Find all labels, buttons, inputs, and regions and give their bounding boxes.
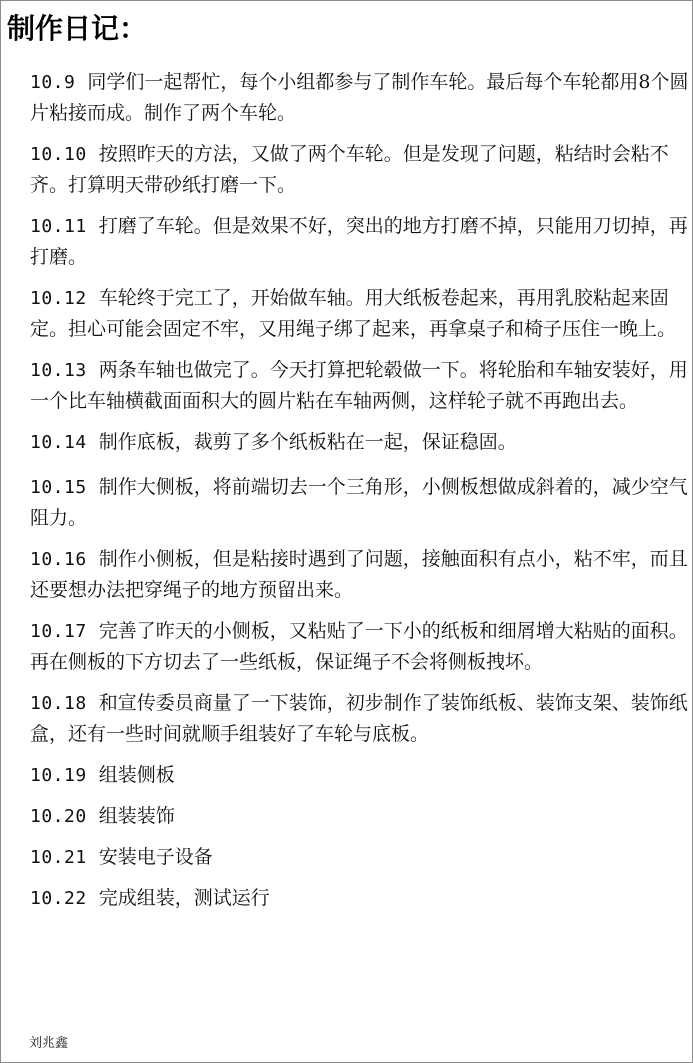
entry-date: 10.13 [30,360,87,381]
entry-date: 10.20 [30,806,87,827]
diary-entry [30,427,692,458]
entry-date: 10.9 [30,72,76,93]
entry-text: 完善了昨天的小侧板，又粘贴了一下小的纸板和细屑增大粘贴的面积。再在侧板的下方切去了一些纸板，保证绳子不会将侧板拽坏。 [30,620,688,673]
diary-entry [30,801,692,832]
entry-text: 车轮终于完工了，开始做车轴。用大纸板卷起来，再用乳胶粘起来固定。担心可能会固定不牢，又用绳子绑了起来，再拿桌子和椅子压住一晚上。 [30,287,677,340]
entry-text: 两条车轴也做完了。今天打算把轮毂做一下。将轮胎和车轴安装好，用一个比车轴横截面面积大的圆片粘在车轴两侧，这样轮子就不再跑出去。 [30,359,688,412]
diary-entry [30,688,692,750]
entry-date: 10.22 [30,888,87,909]
entry-date: 10.17 [30,621,87,642]
entry-text: 打磨了车轮。但是效果不好，突出的地方打磨不掉，只能用刀切掉，再打磨。 [30,215,688,268]
diary-entry [30,842,692,873]
entry-date: 10.19 [30,765,87,786]
diary-entry [30,883,692,914]
entry-text: 制作小侧板，但是粘接时遇到了问题，接触面积有点小，粘不牢，而且还要想办法把穿绳子的地方预留出来。 [30,548,688,601]
diary-entries [30,67,692,924]
diary-entry [30,211,692,273]
entry-text: 完成组装，测试运行 [98,887,270,909]
entry-date: 10.16 [30,549,87,570]
entry-text: 组装侧板 [98,764,175,786]
entry-date: 10.12 [30,288,87,309]
author-name: 刘兆鑫 [29,1036,69,1051]
entry-text: 和宣传委员商量了一下装饰，初步制作了装饰纸板、装饰支架、装饰纸盒，还有一些时间就顺手组装好了车轮与底板。 [30,692,688,745]
entry-date: 10.14 [30,432,87,453]
diary-entry [30,544,692,606]
entry-date: 10.11 [30,216,87,237]
entry-text: 制作底板，裁剪了多个纸板粘在一起，保证稳固。 [98,431,517,453]
diary-entry [30,283,692,345]
entry-text: 组装装饰 [98,805,175,827]
diary-entry [30,760,692,791]
diary-entry [30,67,692,129]
entry-date: 10.15 [30,477,87,498]
page-title: 制作日记： [7,12,148,45]
entry-text: 按照昨天的方法，又做了两个车轮。但是发现了问题，粘结时会粘不齐。打算明天带砂纸打磨一下。 [30,143,669,196]
diary-entry [30,139,692,201]
entry-text: 安装电子设备 [98,846,213,868]
diary-entry [30,616,692,678]
entry-date: 10.10 [30,144,87,165]
diary-entry [30,472,692,534]
diary-entry [30,355,692,417]
entry-date: 10.21 [30,847,87,868]
entry-text: 制作大侧板，将前端切去一个三角形，小侧板想做成斜着的，减少空气阻力。 [30,476,688,529]
entry-date: 10.18 [30,693,87,714]
entry-text: 同学们一起帮忙，每个小组都参与了制作车轮。最后每个车轮都用8个圆片粘接而成。制作了两个车轮。 [30,71,689,124]
